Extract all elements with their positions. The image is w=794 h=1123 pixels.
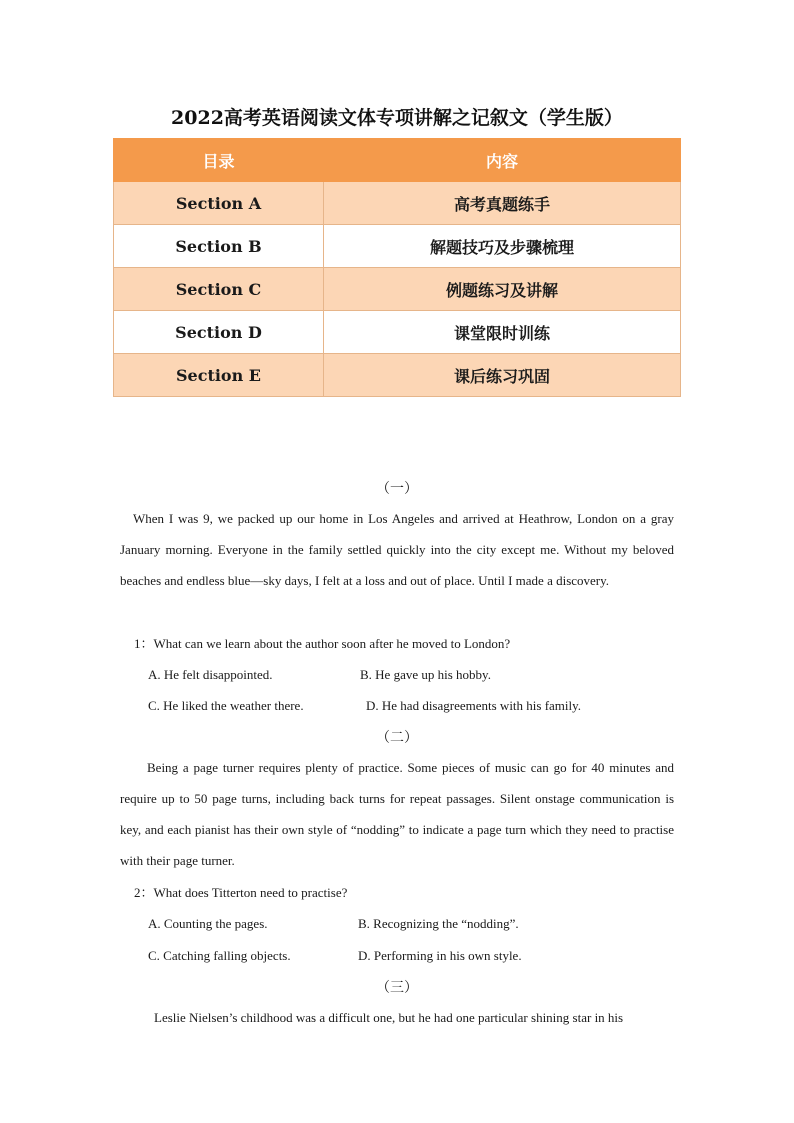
question-2-option-d: D. Performing in his own style. bbox=[358, 948, 522, 963]
part-2-heading: （二） bbox=[376, 730, 418, 746]
question-2-option-a: A. Counting the pages. bbox=[148, 916, 268, 931]
table-cell-section: Section D bbox=[114, 311, 324, 354]
table-cell-content: 课后练习巩固 bbox=[324, 354, 681, 397]
question-1-option-b: B. He gave up his hobby. bbox=[360, 667, 491, 682]
table-row bbox=[114, 311, 681, 354]
question-1-option-d: D. He had disagreements with his family. bbox=[366, 698, 582, 713]
part-1-passage: When I was 9, we packed up our home in Los Angeles and arrived at Heathrow, London on a gray January morning. Everyone in the family settled quickly into the city except me. Without my beloved beaches and endless blue—sky days, I felt at a loss and out of place. Until I made a discovery. bbox=[120, 511, 674, 588]
part-1-heading: （一） bbox=[376, 481, 418, 497]
table-cell-content: 解题技巧及步骤梳理 bbox=[324, 225, 681, 268]
part-3-passage: Leslie Nielsen’s childhood was a difficult one, but he had one particular shining star in his bbox=[154, 1010, 624, 1025]
document-title: 2022高考英语阅读文体专项讲解之记叙文（学生版） bbox=[171, 107, 623, 129]
question-1: 1：What can we learn about the author soon after he moved to London? bbox=[134, 636, 511, 651]
table-row bbox=[114, 225, 681, 268]
table-header-contents-index: 目录 bbox=[114, 139, 324, 182]
table-cell-section: Section E bbox=[114, 354, 324, 397]
table-cell-content: 高考真题练手 bbox=[324, 182, 681, 225]
contents-table bbox=[113, 138, 681, 397]
table-header-content: 内容 bbox=[324, 139, 681, 182]
table-cell-section: Section B bbox=[114, 225, 324, 268]
table-cell-content: 课堂限时训练 bbox=[324, 311, 681, 354]
question-1-option-c: C. He liked the weather there. bbox=[148, 698, 304, 713]
question-1-option-a: A. He felt disappointed. bbox=[148, 667, 273, 682]
question-2-option-b: B. Recognizing the “nodding”. bbox=[358, 916, 519, 931]
table-cell-section: Section C bbox=[114, 268, 324, 311]
table-header-row bbox=[114, 139, 681, 182]
part-3-heading: （三） bbox=[376, 980, 418, 996]
question-2-option-c: C. Catching falling objects. bbox=[148, 948, 291, 963]
table-cell-section: Section A bbox=[114, 182, 324, 225]
table-cell-content: 例题练习及讲解 bbox=[324, 268, 681, 311]
table-row bbox=[114, 354, 681, 397]
table-row bbox=[114, 268, 681, 311]
question-2: 2：What does Titterton need to practise? bbox=[134, 885, 348, 900]
part-2-passage: Being a page turner requires plenty of practice. Some pieces of music can go for 40 minutes and require up to 50 page turns, including back turns for repeat passages. Silent onstage communication is key, and each pianist has their own style of “nodding” to indicate a page turn which they need to practise with their page turner. bbox=[120, 760, 674, 868]
table-row bbox=[114, 182, 681, 225]
